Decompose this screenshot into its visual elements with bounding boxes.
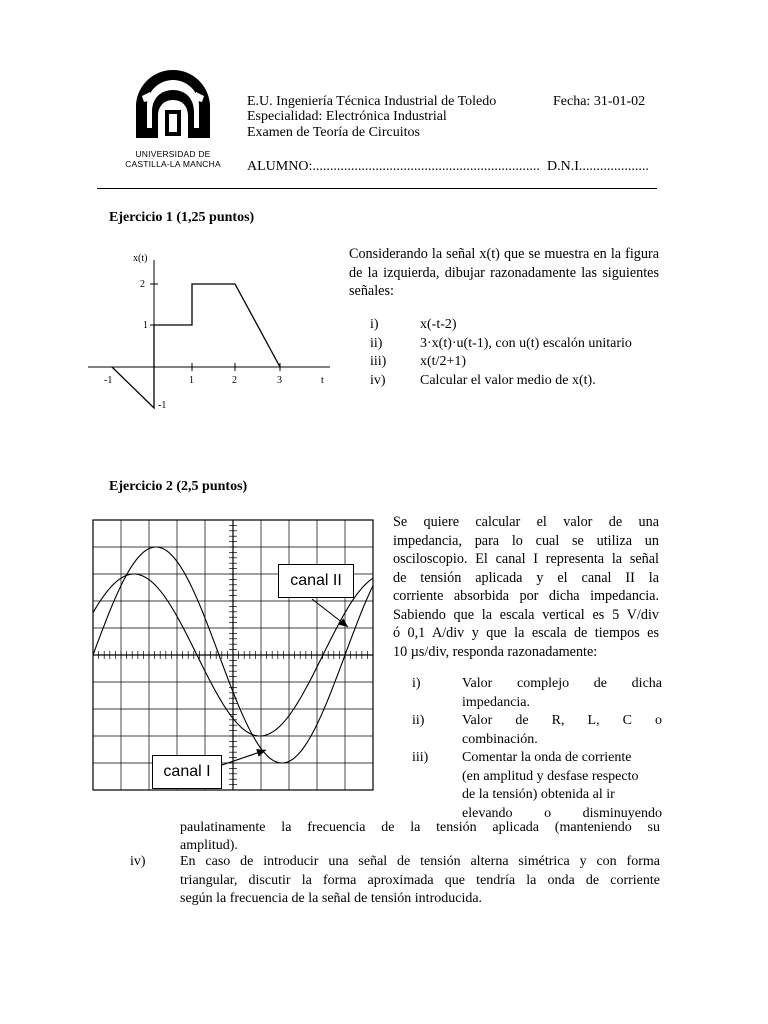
canal-1-label: canal I bbox=[152, 755, 222, 789]
graph-ytick-m1: -1 bbox=[158, 400, 167, 411]
item-3-continuation-2: amplitud). bbox=[180, 838, 238, 853]
list-item: iii) x(t/2+1) bbox=[370, 354, 466, 369]
graph-xtick-m1: -1 bbox=[104, 375, 113, 386]
header-school: E.U. Ingeniería Técnica Industrial de Toledo bbox=[247, 94, 497, 109]
list-item: ii) 3·x(t)·u(t-1), con u(t) escalón unitario bbox=[370, 335, 632, 351]
header-dni: D.N.I.................... bbox=[547, 159, 649, 174]
exercise-2-intro: Se quiere calcular el valor de una impedancia, para lo cual se utiliza un osciloscopio. El canal I representa la señal de tensión aplicada y el canal II la corriente absorbida por dicha impedancia. Sabiendo que la escala vertical es 5 V/div ó 0,1 A/div y que la escala de tiempos es 10 µs/div, responda razonadamente: bbox=[393, 514, 659, 660]
oscilloscope-screen bbox=[90, 517, 380, 797]
exercise-1-intro: Considerando la señal x(t) que se muestra en la figura de la izquierda, dibujar razonadamente las siguientes señales: bbox=[349, 246, 659, 299]
castle-emblem-icon bbox=[118, 66, 228, 144]
list-item: ii) Valor de R, L, C o bbox=[412, 713, 662, 728]
item-3-continuation-1: paulatinamente la frecuencia de la tensión aplicada (manteniendo su bbox=[180, 820, 660, 835]
header-specialty: Especialidad: Electrónica Industrial bbox=[247, 109, 447, 124]
exercise-2-title: Ejercicio 2 (2,5 puntos) bbox=[109, 479, 248, 494]
exercise-2-items: i) Valor complejo de dicha impedancia. ii) Valor de R, L, C o combinación. iii) Comentar la onda de corriente (en amplitud y desfase respecto de la tensión) obtenida al ir elevando o disminuyendo bbox=[412, 676, 662, 821]
graph-xtick-3: 3 bbox=[277, 375, 282, 386]
list-item: iv) Calcular el valor medio de x(t). bbox=[370, 372, 596, 388]
canal-2-label: canal II bbox=[278, 564, 354, 598]
header-student: ALUMNO:................................................................. bbox=[247, 159, 540, 174]
logo-line-1: UNIVERSIDAD DE bbox=[135, 149, 211, 159]
exercise-2-item-4: iv) En caso de introducir una señal de tensión alterna simétrica y con forma triangular, discutir la forma aproximada que tendría la onda de corriente según la frecuencia de la señal de tensión introducida. bbox=[130, 854, 660, 906]
university-logo bbox=[118, 66, 228, 169]
graph-xlabel: t bbox=[321, 375, 324, 386]
header-exam: Examen de Teoría de Circuitos bbox=[247, 125, 420, 140]
graph-xtick-2: 2 bbox=[232, 375, 237, 386]
exercise-1-title: Ejercicio 1 (1,25 puntos) bbox=[109, 210, 255, 225]
graph-ylabel: x(t) bbox=[133, 253, 148, 264]
header-divider bbox=[97, 188, 657, 189]
list-item: i) x(-t-2) bbox=[370, 317, 457, 332]
header-date: Fecha: 31-01-02 bbox=[553, 94, 646, 109]
list-item: iii) Comentar la onda de corriente bbox=[412, 750, 632, 765]
logo-line-2: CASTILLA-LA MANCHA bbox=[125, 159, 221, 169]
exercise-1-list bbox=[370, 316, 690, 390]
graph-ytick-1: 1 bbox=[143, 320, 148, 331]
graph-ytick-2: 2 bbox=[140, 279, 145, 290]
list-item: i) Valor complejo de dicha bbox=[412, 676, 662, 691]
graph-xtick-1: 1 bbox=[189, 375, 194, 386]
exercise-1-graph bbox=[80, 245, 340, 420]
